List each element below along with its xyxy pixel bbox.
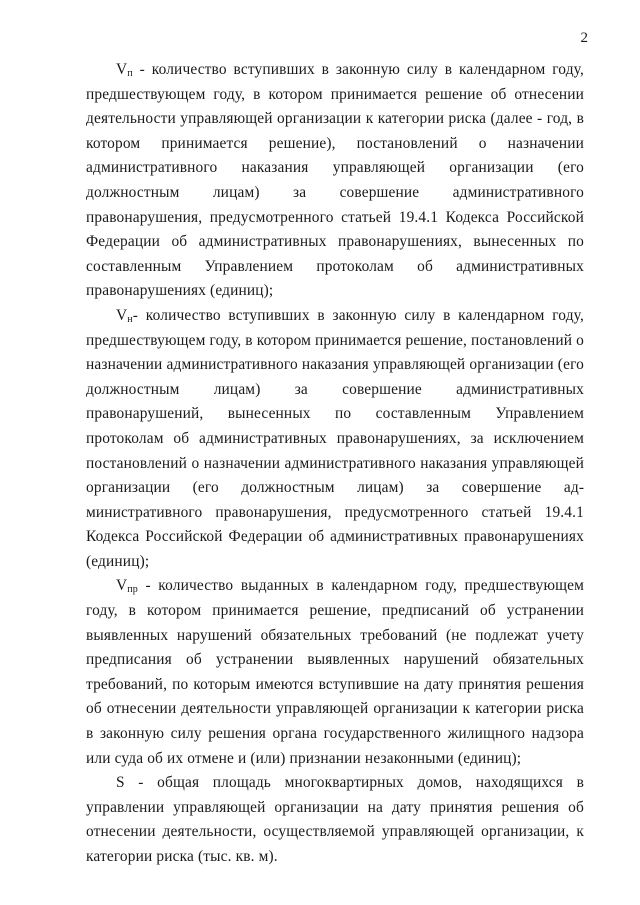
formula-subscript: пр [127,584,138,596]
formula-subscript: п [127,68,133,79]
formula-subscript: н [127,313,133,325]
page-number: 2 [580,30,588,46]
formula-symbol: $V_п$ [116,61,133,79]
paragraph-text: - количество вступивших в законную силу в календарном году, предшествующем году, в котором принимается решение, постановлений о назначении административного наказания управляющей организации (его должностным лицам) за совершение административных правонарушений, вынесенных по составленным Управлением протоколам об административных правонарушениях, за исключением постановлений о назначении административного наказания управляющей организации (его должностным лицам) за совершение административного правонарушения, предусмотренного статьей 19.4.1 Кодекса Российской Федерации об административных правонарушениях (единиц); [86,306,584,570]
formula-symbol: S [116,774,125,792]
formula-symbol: $V_н$ [116,306,133,325]
paragraph-s [86,771,584,869]
paragraph-vpr [86,574,584,771]
paragraph-vn [86,304,584,575]
paragraph-text: - количество выданных в календарном году, предшествующем году, в котором принимается решение, предписаний об устранении выявленных нарушений обязательных требований (не подлежат учету предписания об устранении выявленных нарушений обязательных требований, по которым имеются вступившие на дату принятия решения об отнесении деятельности управляющей организации к категории риска в законную силу решения органа государственного жилищного надзора или суда об их отмене и (или) признании незаконными (единиц); [86,577,584,767]
formula-symbol: $V_{пр}$ [116,577,138,596]
paragraph-vp [86,58,584,304]
paragraph-text: - количество вступивших в законную силу в календарном году, предшествующем году, в котором принимается решение об отнесении деятельности управляющей организации к категории риска (далее - год, в котором принимается решение), постановлений о назначении административного наказания управляющей организации (его должностным лицам) за совершение административного правонарушения, предусмотренного статьей 19.4.1 Кодекса Российской Федерации об административных правонарушениях, вынесенных по составленным Управлением протоколам об административных правонарушениях (единиц); [86,61,584,300]
document-body [86,58,584,870]
paragraph-text: - общая площадь многоквартирных домов, находящихся в управлении управляющей организации на дату принятия решения об отнесении деятельности, осуществляемой управляющей организации, к категории риска (тыс. кв. м). [86,774,584,865]
